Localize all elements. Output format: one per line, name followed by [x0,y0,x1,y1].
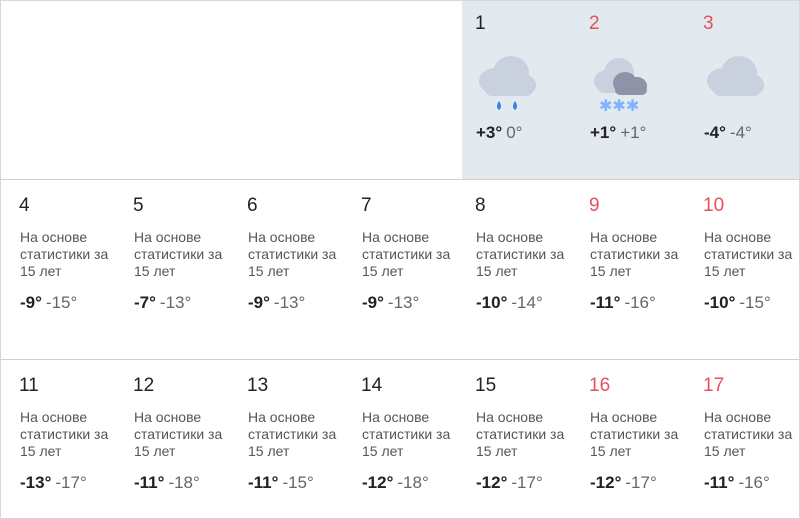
day-number: 7 [361,195,372,216]
forecast-note: На основе статистики за 15 лет [248,409,337,459]
temperature: -9° -15° [20,293,78,312]
temperature: -7° -13° [134,293,192,312]
forecast-note: На основе статистики за 15 лет [20,229,109,279]
temperature: -10° -14° [476,293,543,312]
day-number: 14 [361,375,383,396]
temperature: -9° -13° [362,293,420,312]
day-number: 12 [133,375,155,396]
day-cell[interactable] [229,180,343,359]
day-number: 5 [133,195,144,216]
day-cell[interactable] [571,180,685,359]
temperature: -11° -15° [248,473,314,492]
day-number: 2 [589,13,600,34]
forecast-note: На основе статистики за 15 лет [476,229,565,279]
temperature: -12° -17° [476,473,543,492]
day-cell[interactable] [115,180,229,359]
day-cell[interactable] [115,360,229,518]
temperature: -11° -18° [134,473,200,492]
day-cell[interactable] [571,360,685,518]
snow-cloud-icon [585,51,655,115]
day-cell[interactable] [343,360,457,518]
day-number: 8 [475,195,486,216]
day-number: 9 [589,195,600,216]
temperature: -12° -18° [362,473,429,492]
temperature: +3° 0° [476,123,523,142]
day-cell[interactable] [457,360,571,518]
day-cell[interactable] [571,1,685,179]
day-cell[interactable] [685,360,799,518]
day-number: 10 [703,195,725,216]
calendar-week-3 [1,360,799,518]
calendar-week-1 [1,1,799,179]
day-number: 17 [703,375,725,396]
day-number: 11 [19,375,39,396]
temperature: -13° -17° [20,473,87,492]
forecast-note: На основе статистики за 15 лет [134,229,223,279]
day-cell[interactable] [229,360,343,518]
temperature: -4° -4° [704,123,752,142]
day-cell[interactable] [343,180,457,359]
day-cell[interactable] [457,180,571,359]
svg-text:✱✱✱: ✱✱✱ [599,96,640,115]
temperature: -10° -15° [704,293,771,312]
day-number: 16 [589,375,611,396]
temperature: -12° -17° [590,473,657,492]
day-number: 1 [475,13,486,34]
temperature: +1° +1° [590,123,647,142]
day-number: 4 [19,195,30,216]
day-number: 6 [247,195,258,216]
rain-cloud-icon [471,51,541,115]
forecast-note: На основе статистики за 15 лет [134,409,223,459]
cloud-icon [699,51,769,115]
calendar-week-2 [1,180,799,359]
day-number: 13 [247,375,269,396]
day-cell[interactable] [685,1,799,179]
day-cell[interactable] [685,180,799,359]
day-number: 15 [475,375,497,396]
day-number: 3 [703,13,714,34]
temperature: -9° -13° [248,293,306,312]
temperature: -11° -16° [590,293,656,312]
forecast-note: На основе статистики за 15 лет [704,229,793,279]
forecast-note: На основе статистики за 15 лет [590,229,679,279]
forecast-note: На основе статистики за 15 лет [590,409,679,459]
day-cell[interactable] [457,1,571,179]
forecast-note: На основе статистики за 15 лет [248,229,337,279]
forecast-note: На основе статистики за 15 лет [704,409,793,459]
forecast-note: На основе статистики за 15 лет [20,409,109,459]
temperature: -11° -16° [704,473,770,492]
forecast-note: На основе статистики за 15 лет [362,409,451,459]
forecast-note: На основе статистики за 15 лет [476,409,565,459]
forecast-note: На основе статистики за 15 лет [362,229,451,279]
day-cell[interactable] [1,360,115,518]
day-cell[interactable] [1,180,115,359]
